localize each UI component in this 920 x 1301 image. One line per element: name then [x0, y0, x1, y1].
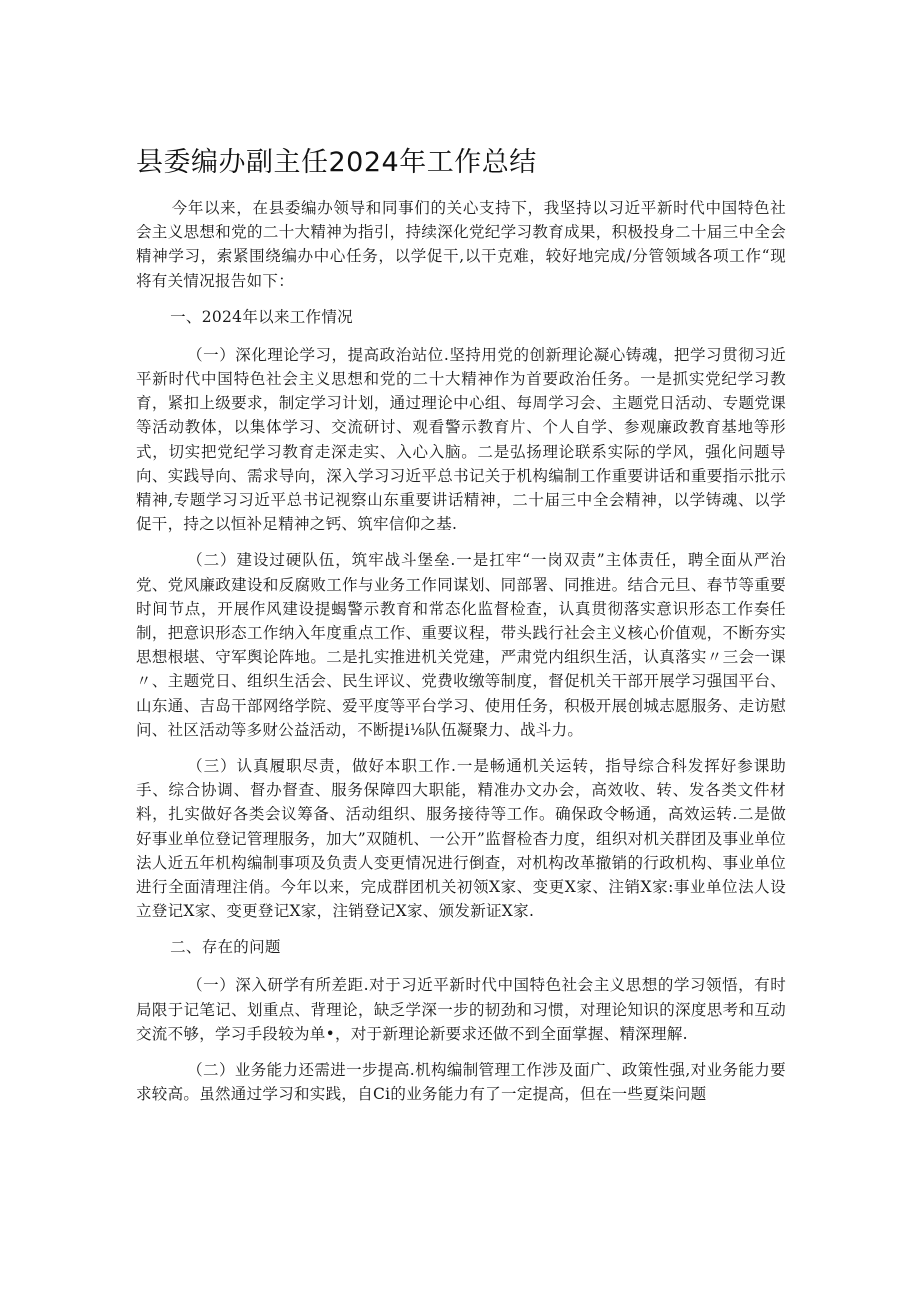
paragraph-text: 对于习近平新时代中国特色社会主义思想的学习领悟，有时局限于记笔记、划重点、背理论，缺乏学深一步的韧劲和习惯，对理论知识的深度思考和互动交流不够，学习手段较为单•，对于新理论新要求还做不到全面掌握、精深理解. — [136, 976, 786, 1043]
paragraph-lead: （二）业务能力还需进一步提高. — [187, 1061, 415, 1080]
section-heading-work-status: 一、2024年以来工作情况 — [170, 307, 353, 326]
paragraph-lead: （一）深入研学有所差距. — [187, 976, 369, 995]
paragraph-capability — [136, 1058, 786, 1106]
paragraph-text: 一是畅通机关运转，指导综合科发挥好参课助手、综合协调、督办督查、服务保障四大职能，精准办文办会，高效收、转、发各类文件材料，扎实做好各类会议筹备、活动组织、服务接待等工作。确保政令畅通，高效运转.二是做好事业单位登记管理服务，加大”双随机、一公开”监督检杳力度，组织对机关群团及事业单位法人近五年机构编制事项及负责人变更情况进行倒查，对机构改革撤销的行政机构、事业单位进行全面清理注俏。今年以来，完成群团机关初领X家、变更X家、注销X家:事业单位法人设立登记X家、变更登记X家，注销登记X家、颁发新证X家. — [136, 757, 786, 921]
paragraph-duties — [136, 754, 786, 923]
paragraph-lead: （一）深化理论学习，提高政治站位. — [187, 345, 450, 364]
intro-paragraph: 今年以来，在县委编办领导和同事们的关心支持下，我坚持以习近平新时代中国特色社会主义思想和党的二十大精神为指引，持续深化党纪学习教育成果，积极投身二十届三中全会精神学习，索紧围绕编办中心任务，以学促干,以干克难，较好地完成/分管领域各项工作“现将有关情况报告如下： — [136, 199, 786, 290]
paragraph-lead: （二）建设过硬队伍，筑牢战斗堡垒. — [187, 551, 456, 570]
paragraph-theory-study — [136, 343, 786, 537]
paragraph-team-building — [136, 548, 786, 742]
document-title: 县委编办副主任2024年工作总结 — [136, 147, 537, 178]
document-body — [136, 196, 786, 1119]
paragraph-text: 机构编制管理工作涉及面广、政策性强,对业务能力要求较高。虽然通过学习和实践，自Ci的业务能力有了一定提高，但在一些夏柒问题 — [136, 1061, 786, 1104]
paragraph-study-gap — [136, 973, 786, 1046]
paragraph-text: 坚持用党的创新理论凝心铸魂，把学习贯彻习近平新时代中国特色社会主义思想和党的二十大精神作为首要政治任务。一是抓实党纪学习教育，紧扣上级要求，制定学习计划，通过理论中心组、每周学习会、主题党日活动、专题党课等活动教体，以集体学习、交流研讨、观看警示教育片、个人自学、参观廉政教育基地等形式，切实把党纪学习教育走深走实、入心入脑。二是弘扬理论联系实际的学风，强化问题导向、实践导向、需求导向，深入学习习近平总书记关于机构编制工作重要讲话和重要指示批示精神,专题学习习近平总书记视察山东重要讲话精神，二十届三中全会精神，以学铸魂、以学促干，持之以恒补足精神之钙、筑牢信仰之基. — [136, 345, 786, 534]
paragraph-lead: （三）认真履职尽责，做好本职工作. — [187, 757, 457, 776]
paragraph-text: 一是扛牢“一岗双责”主体责任，聘全面从严治党、党风廉政建设和反腐败工作与业务工作同谋划、同部署、同推进。结合元旦、春节等重要时间节点，开展作风建设提蝎警示教育和常态化监督检查，认真贯彻落实意识形态工作奏任制，把意识形态工作纳入年度重点工作、重要议程，带头践行社会主义核心价值观，不断夯实思想根堪、守军舆论阵地。二是扎实推进机关党建，严肃党内组织生活，认真落实〃三会一课〃、主题党日、组织生活会、民生评议、党费收缴等制度，督促机关干部开展学习强国平台、山东通、吉岛干部网络学院、爱平度等平台学习、使用任务，积极开展创城志愿服务、走访慰问、社区活动等多财公益活动，不断提i⅛队伍凝聚力、战斗力。 — [136, 551, 786, 739]
section-heading-problems: 二、存在的问题 — [170, 938, 281, 957]
